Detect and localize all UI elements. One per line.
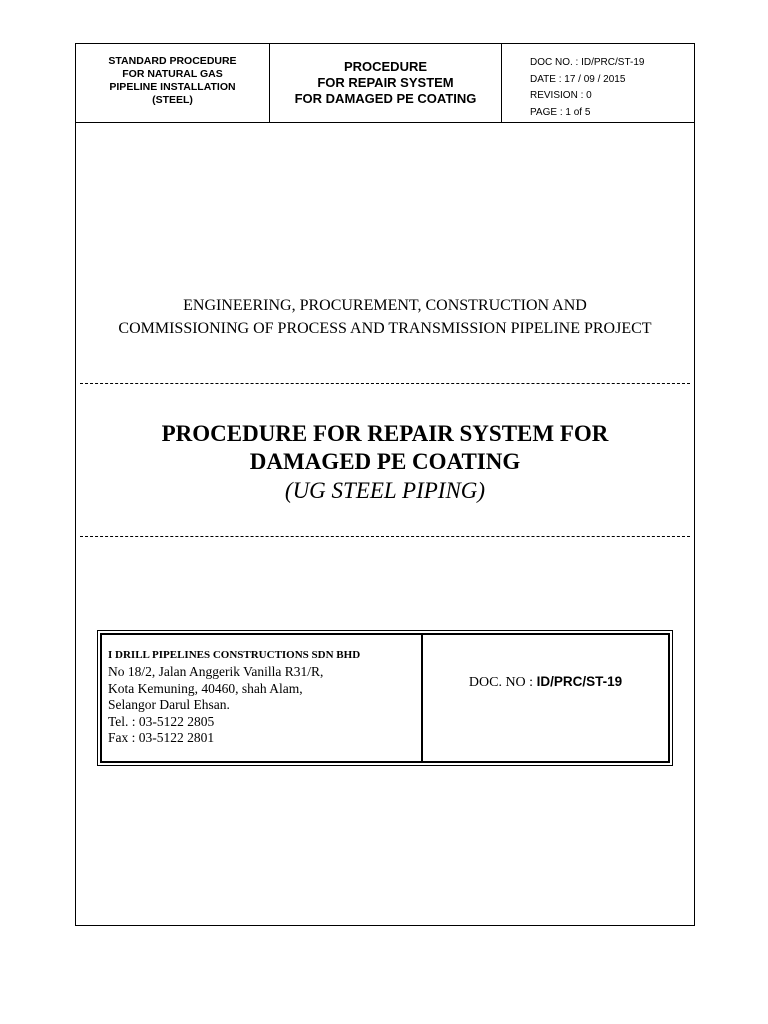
company-info xyxy=(102,635,423,761)
doc-number-label: DOC. NO : xyxy=(468,675,537,690)
project-line: ENGINEERING, PROCUREMENT, CONSTRUCTION AND xyxy=(183,297,587,314)
header-standard-cell xyxy=(76,44,270,122)
document-meta xyxy=(502,44,694,121)
header-procedure-cell xyxy=(270,44,502,122)
standard-line: (STEEL) xyxy=(152,94,193,106)
doc-no: DOC NO. : ID/PRC/ST-19 xyxy=(530,57,645,68)
procedure-title-text xyxy=(270,44,501,107)
company-tel: Tel. : 03-5122 2805 xyxy=(108,713,215,729)
standard-procedure-text xyxy=(76,44,269,107)
project-line: COMMISSIONING OF PROCESS AND TRANSMISSION PIPELINE PROJECT xyxy=(118,320,652,337)
title-line: PROCEDURE FOR REPAIR SYSTEM FOR xyxy=(161,421,609,446)
document-header xyxy=(76,44,694,123)
document-subtitle: (UG STEEL PIPING) xyxy=(284,478,486,503)
doc-date: DATE : 17 / 09 / 2015 xyxy=(530,73,626,85)
doc-revision: REVISION : 0 xyxy=(530,90,592,101)
company-doc-number xyxy=(423,635,668,761)
dashed-divider xyxy=(80,536,690,537)
company-fax: Fax : 03-5122 2801 xyxy=(108,730,215,745)
standard-line: STANDARD PROCEDURE xyxy=(108,55,237,67)
procedure-line: FOR DAMAGED PE COATING xyxy=(294,91,477,106)
procedure-line: PROCEDURE xyxy=(343,59,428,74)
title-line: DAMAGED PE COATING xyxy=(249,449,521,474)
company-box-inner xyxy=(100,633,670,763)
company-name: I DRILL PIPELINES CONSTRUCTIONS SDN BHD xyxy=(108,649,361,661)
doc-number-value: ID/PRC/ST-19 xyxy=(536,674,623,689)
procedure-line: FOR REPAIR SYSTEM xyxy=(317,75,454,90)
doc-page: PAGE : 1 of 5 xyxy=(530,106,591,118)
standard-line: FOR NATURAL GAS xyxy=(122,68,223,80)
project-description xyxy=(76,294,694,340)
header-meta-cell xyxy=(502,44,694,122)
standard-line: PIPELINE INSTALLATION xyxy=(109,81,236,93)
address-line: Selangor Darul Ehsan. xyxy=(108,697,230,712)
address-line: Kota Kemuning, 40460, shah Alam, xyxy=(108,680,303,696)
document-page xyxy=(75,43,695,926)
company-box xyxy=(97,630,673,766)
dashed-divider xyxy=(80,383,690,384)
document-title xyxy=(76,420,694,476)
address-line: No 18/2, Jalan Anggerik Vanilla R31/R, xyxy=(108,664,324,679)
